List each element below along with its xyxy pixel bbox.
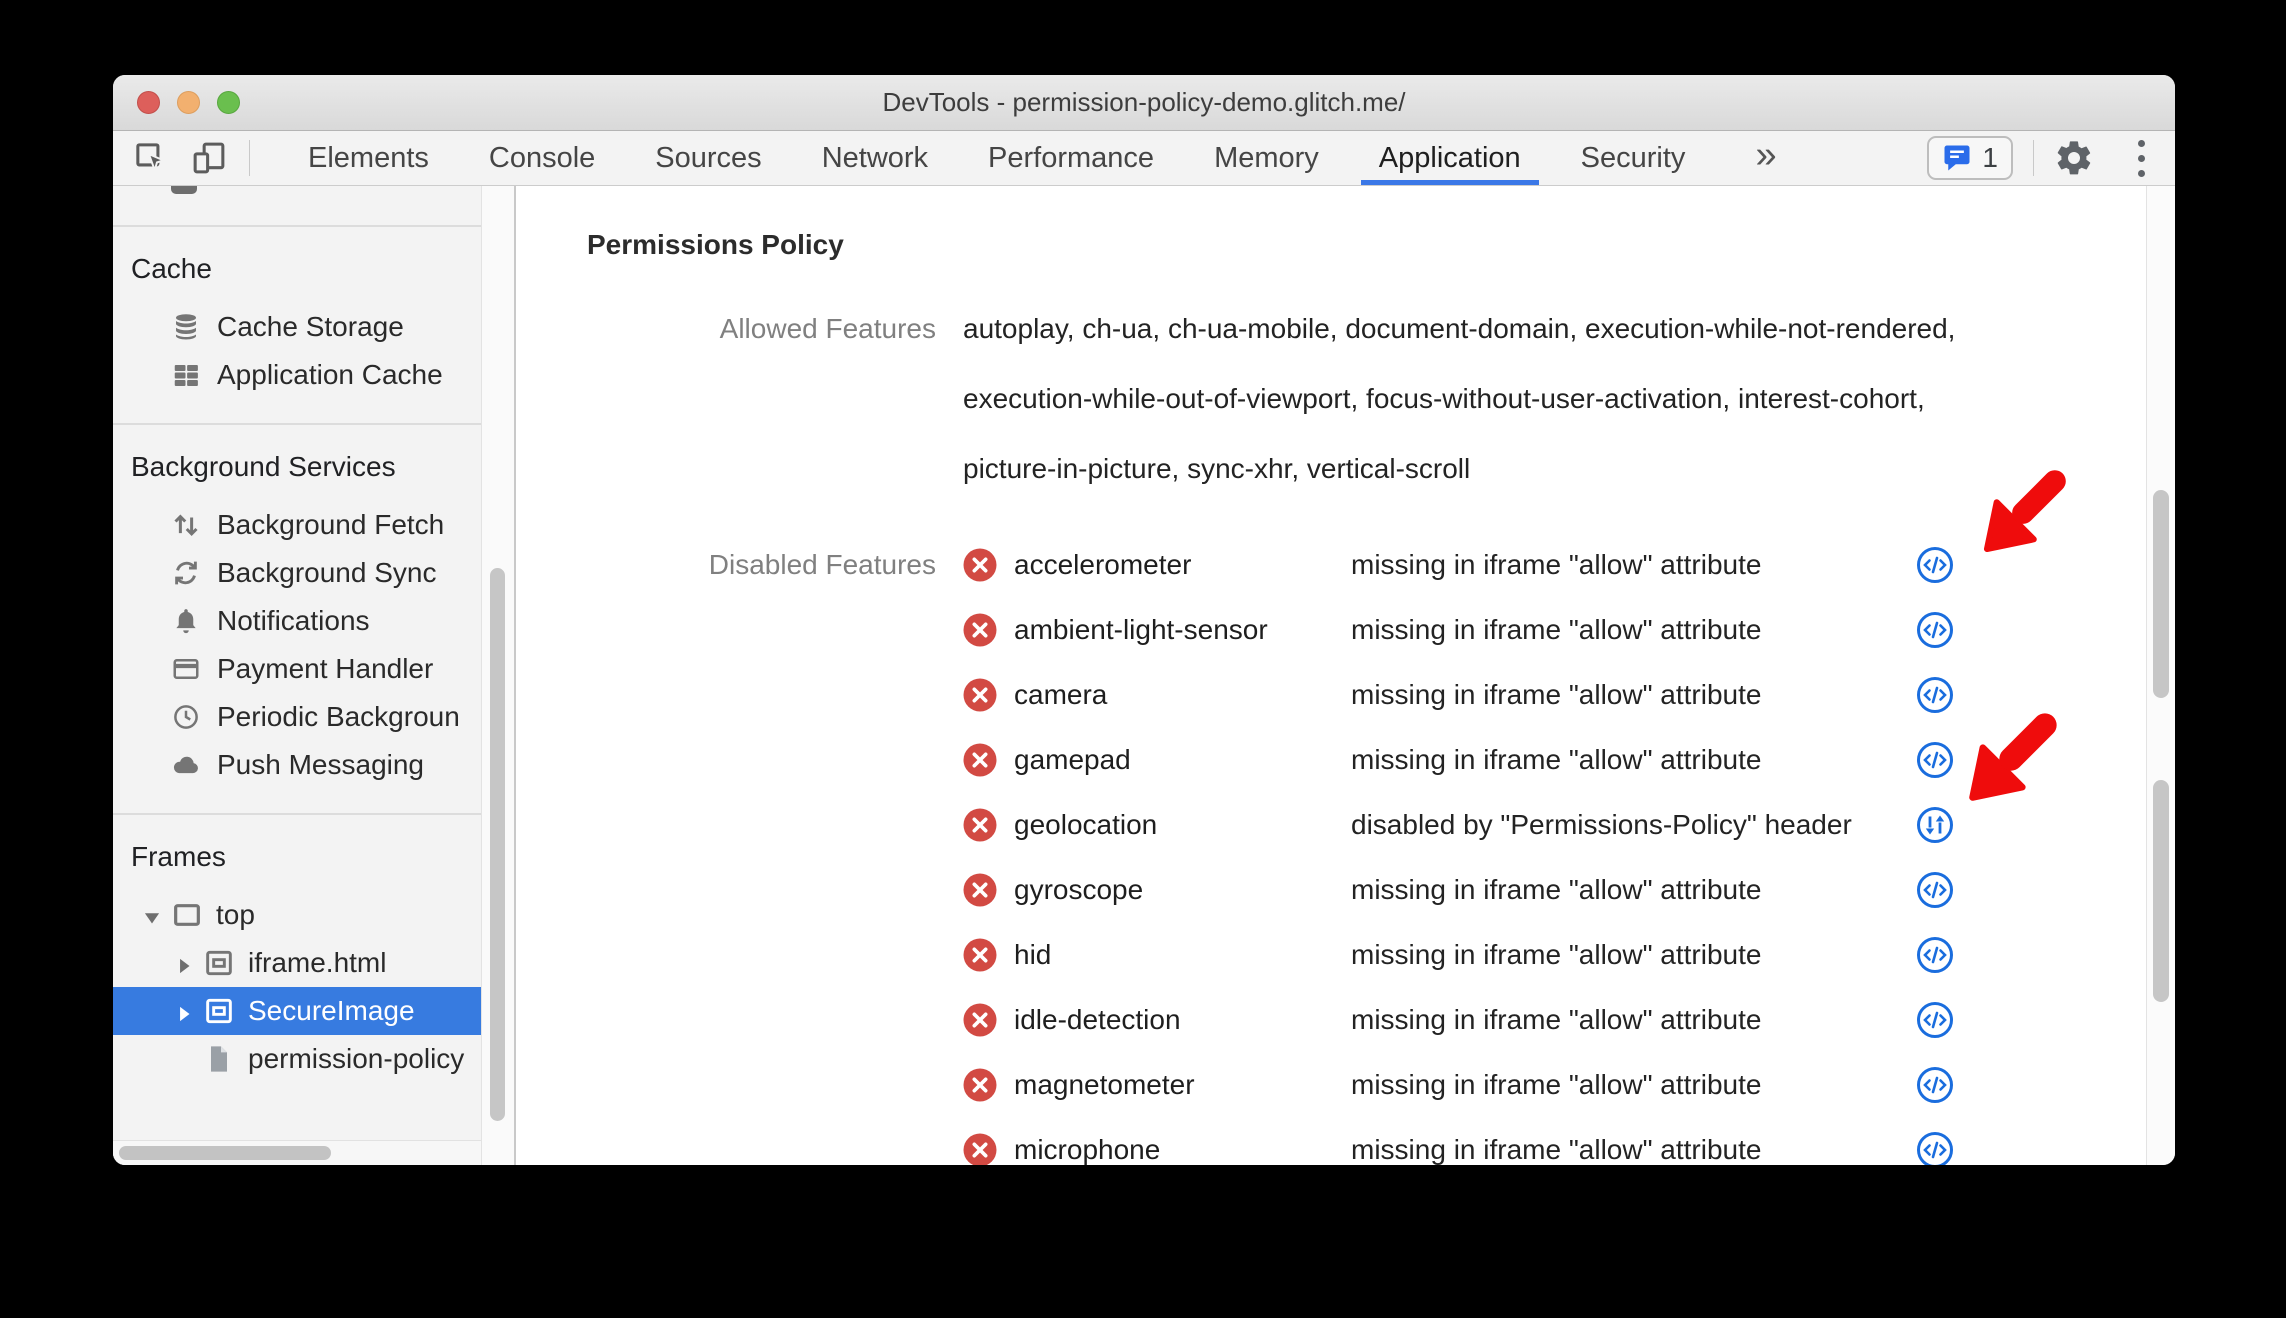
chat-bubble-icon bbox=[1942, 143, 1972, 173]
feature-reason: disabled by "Permissions-Policy" header bbox=[1351, 809, 1852, 840]
allowed-features-value bbox=[963, 312, 1955, 486]
error-x-icon bbox=[962, 612, 998, 648]
allowed-features-line: execution-while-out-of-viewport, focus-without-user-activation, interest-cohort, bbox=[963, 383, 1925, 414]
application-sidebar bbox=[113, 186, 481, 1165]
sidebar-item-payment-handler[interactable] bbox=[113, 645, 481, 693]
disabled-feature-row bbox=[936, 1133, 1955, 1165]
feature-name: camera bbox=[1014, 679, 1108, 710]
main-vertical-scrollbar[interactable] bbox=[2146, 186, 2175, 1165]
sidebar-horizontal-scrollbar[interactable] bbox=[113, 1140, 481, 1165]
sidebar-vertical-scrollbar[interactable] bbox=[481, 186, 516, 1165]
disabled-feature-row bbox=[936, 743, 1955, 780]
issues-badge[interactable] bbox=[1927, 136, 2013, 180]
inspect-cursor-icon[interactable] bbox=[133, 140, 169, 176]
disabled-features-row bbox=[587, 548, 2146, 1165]
devtools-toolbar bbox=[113, 131, 2175, 186]
chevron-right-icon[interactable] bbox=[173, 1000, 195, 1022]
error-x-icon bbox=[962, 872, 998, 908]
credit-card-icon bbox=[171, 654, 201, 684]
sidebar-item-label: Application Cache bbox=[217, 359, 443, 390]
sidebar-item-label: Notifications bbox=[217, 605, 370, 636]
allowed-features-label: Allowed Features bbox=[719, 313, 936, 344]
error-x-icon bbox=[962, 1132, 998, 1165]
clock-icon bbox=[171, 702, 201, 732]
document-icon bbox=[203, 1043, 235, 1075]
feature-reason: missing in iframe "allow" attribute bbox=[1351, 1069, 1762, 1100]
sidebar-section-frames bbox=[113, 813, 481, 1107]
disabled-feature-row bbox=[936, 613, 1955, 650]
sidebar-item-label: Background Sync bbox=[217, 557, 437, 588]
disabled-feature-row bbox=[936, 548, 1955, 585]
sidebar-item-background-sync[interactable] bbox=[113, 549, 481, 597]
feature-name: ambient-light-sensor bbox=[1014, 614, 1268, 645]
table-grid-icon bbox=[171, 360, 201, 390]
tab-sources[interactable]: Sources bbox=[655, 141, 762, 174]
error-x-icon bbox=[962, 937, 998, 973]
chevron-right-icon[interactable] bbox=[173, 952, 195, 974]
vertical-dots-menu-icon[interactable] bbox=[2138, 140, 2145, 177]
frame-label: SecureImage bbox=[248, 995, 415, 1026]
feature-reason: missing in iframe "allow" attribute bbox=[1351, 1134, 1762, 1165]
sidebar-scrolled-item bbox=[113, 186, 481, 227]
feature-name: hid bbox=[1014, 939, 1052, 970]
sidebar-item-cache-storage[interactable] bbox=[113, 303, 481, 351]
traffic-lights bbox=[137, 75, 240, 130]
titlebar bbox=[113, 75, 2175, 131]
code-circle-icon[interactable] bbox=[1915, 740, 1955, 780]
sidebar-item-notifications[interactable] bbox=[113, 597, 481, 645]
red-annotation-arrow-icon bbox=[1959, 711, 2065, 805]
more-tabs-button[interactable]: » bbox=[1755, 134, 1777, 176]
sidebar-item-label: Background Fetch bbox=[217, 509, 445, 540]
allowed-features-line: picture-in-picture, sync-xhr, vertical-scroll bbox=[963, 453, 1471, 484]
minimize-window-button[interactable] bbox=[177, 91, 200, 114]
feature-name: accelerometer bbox=[1014, 549, 1192, 580]
permissions-policy-panel bbox=[516, 186, 2146, 1165]
tab-console[interactable]: Console bbox=[488, 141, 596, 174]
sidebar-item-label: Push Messaging bbox=[217, 749, 425, 780]
feature-reason: missing in iframe "allow" attribute bbox=[1351, 614, 1762, 645]
disabled-features-label: Disabled Features bbox=[708, 549, 936, 580]
disabled-feature-row bbox=[936, 873, 1955, 910]
sync-arrows-icon bbox=[171, 558, 201, 588]
code-circle-icon[interactable] bbox=[1915, 675, 1955, 715]
tab-application[interactable]: Application bbox=[1349, 131, 1551, 185]
error-x-icon bbox=[962, 1067, 998, 1103]
sidebar-item-label: Payment Handler bbox=[217, 653, 434, 684]
feature-name: idle-detection bbox=[1014, 1004, 1181, 1035]
frame-label: iframe.html bbox=[248, 947, 387, 978]
frame-tree-item-secureimage[interactable] bbox=[113, 987, 481, 1035]
sidebar-item-label: Periodic Backgroun bbox=[217, 701, 460, 732]
scrollbar-thumb[interactable] bbox=[2153, 490, 2169, 698]
scrollbar-thumb[interactable] bbox=[119, 1146, 331, 1160]
chevron-down-icon[interactable] bbox=[141, 904, 163, 926]
panel-body bbox=[113, 186, 2175, 1165]
tab-elements[interactable]: Elements bbox=[308, 141, 429, 174]
error-x-icon bbox=[962, 1002, 998, 1038]
clipped-icon bbox=[171, 186, 197, 194]
code-circle-icon[interactable] bbox=[1915, 1065, 1955, 1105]
page-title: Permissions Policy bbox=[587, 229, 844, 260]
code-circle-icon[interactable] bbox=[1915, 610, 1955, 650]
settings-gear-icon[interactable] bbox=[2054, 138, 2094, 178]
scrollbar-thumb[interactable] bbox=[490, 568, 505, 1121]
window-title: DevTools - permission-policy-demo.glitch.me/ bbox=[882, 87, 1406, 117]
toolbar-divider bbox=[2033, 140, 2034, 176]
code-circle-icon[interactable] bbox=[1915, 1130, 1955, 1165]
disabled-feature-row bbox=[936, 938, 1955, 975]
error-x-icon bbox=[962, 547, 998, 583]
sidebar-section-cache bbox=[113, 227, 481, 423]
sidebar-item-label: Cache Storage bbox=[217, 311, 404, 342]
bell-icon bbox=[171, 606, 201, 636]
up-down-arrows-icon bbox=[171, 510, 201, 540]
feature-reason: missing in iframe "allow" attribute bbox=[1351, 874, 1762, 905]
database-icon bbox=[171, 312, 201, 342]
tab-memory[interactable]: Memory bbox=[1214, 141, 1319, 174]
code-circle-icon[interactable] bbox=[1915, 1000, 1955, 1040]
zoom-window-button[interactable] bbox=[217, 91, 240, 114]
frame-tree-item-iframe-html[interactable] bbox=[113, 939, 481, 987]
feature-name: geolocation bbox=[1014, 809, 1158, 840]
section-header: Background Services bbox=[131, 451, 396, 482]
sidebar-section-background-services bbox=[113, 423, 481, 813]
sidebar-item-background-fetch[interactable] bbox=[113, 501, 481, 549]
iframe-icon bbox=[203, 947, 235, 979]
sidebar-item-push-messaging[interactable] bbox=[113, 741, 481, 789]
feature-name: gyroscope bbox=[1014, 874, 1144, 905]
feature-reason: missing in iframe "allow" attribute bbox=[1351, 939, 1762, 970]
cloud-icon bbox=[171, 750, 201, 780]
allowed-features-line: autoplay, ch-ua, ch-ua-mobile, document-domain, execution-while-not-rendered, bbox=[963, 313, 1956, 344]
disabled-feature-row bbox=[936, 678, 1955, 715]
feature-reason: missing in iframe "allow" attribute bbox=[1351, 679, 1762, 710]
feature-reason: missing in iframe "allow" attribute bbox=[1351, 744, 1762, 775]
toolbar-right-cluster bbox=[1927, 136, 2149, 180]
frame-tree-item-permission-policy[interactable] bbox=[113, 1035, 481, 1083]
code-circle-icon[interactable] bbox=[1915, 545, 1955, 585]
code-circle-icon[interactable] bbox=[1915, 870, 1955, 910]
close-window-button[interactable] bbox=[137, 91, 160, 114]
disabled-feature-row bbox=[936, 1003, 1955, 1040]
toolbar-divider bbox=[249, 140, 250, 176]
sidebar-item-application-cache[interactable] bbox=[113, 351, 481, 399]
scrollbar-thumb[interactable] bbox=[2153, 780, 2169, 1002]
devtools-window bbox=[113, 75, 2175, 1165]
frame-label: permission-policy bbox=[248, 1043, 465, 1074]
feature-reason: missing in iframe "allow" attribute bbox=[1351, 1004, 1762, 1035]
disabled-feature-row bbox=[936, 808, 1955, 845]
allowed-features-row bbox=[587, 312, 2146, 486]
disabled-features-list bbox=[936, 548, 1955, 1165]
frame-tree-item-top[interactable] bbox=[113, 891, 481, 939]
disabled-feature-row bbox=[936, 1068, 1955, 1105]
section-header: Frames bbox=[131, 841, 226, 872]
frame-icon bbox=[171, 899, 203, 931]
feature-reason: missing in iframe "allow" attribute bbox=[1351, 549, 1762, 580]
feature-name: magnetometer bbox=[1014, 1069, 1195, 1100]
red-annotation-arrow-icon bbox=[1972, 468, 2076, 556]
sidebar-item-periodic-backgroun[interactable] bbox=[113, 693, 481, 741]
swap-arrows-circle-icon[interactable] bbox=[1915, 805, 1955, 845]
section-header: Cache bbox=[131, 253, 212, 284]
error-x-icon bbox=[962, 807, 998, 843]
tab-network[interactable]: Network bbox=[821, 141, 929, 174]
tab-security[interactable]: Security bbox=[1580, 141, 1686, 174]
feature-name: microphone bbox=[1014, 1134, 1161, 1165]
device-toolbar-icon[interactable] bbox=[191, 140, 227, 176]
issues-count: 1 bbox=[1982, 142, 1998, 173]
iframe-icon bbox=[203, 995, 235, 1027]
code-circle-icon[interactable] bbox=[1915, 935, 1955, 975]
error-x-icon bbox=[962, 677, 998, 713]
feature-name: gamepad bbox=[1014, 744, 1131, 775]
panel-tabs bbox=[278, 131, 1715, 185]
error-x-icon bbox=[962, 742, 998, 778]
tab-performance[interactable]: Performance bbox=[988, 141, 1155, 174]
frame-label: top bbox=[216, 899, 255, 930]
